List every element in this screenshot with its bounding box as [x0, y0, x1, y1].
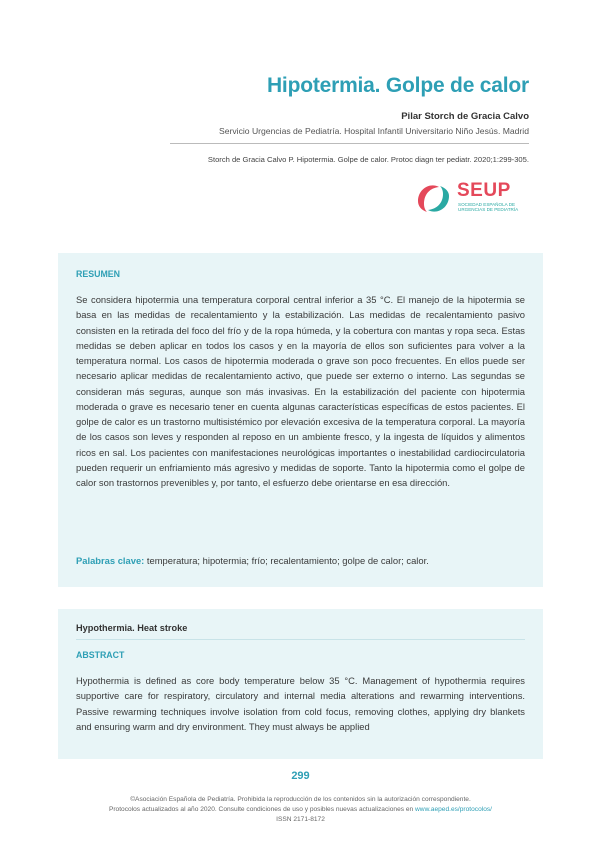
footer-issn: ISSN 2171-8172 [276, 816, 325, 823]
seup-logo [413, 178, 538, 228]
seup-logo-icon [413, 178, 453, 218]
footer-update-text: Protocolos actualizados al año 2020. Consulte condiciones de uso y posibles nuevas actualizaciones en [108, 806, 414, 813]
keywords-label: Palabras clave: [76, 555, 145, 566]
logo-text: SEUP [457, 180, 511, 201]
author-name: Pilar Storch de Gracia Calvo [401, 111, 529, 122]
resumen-text: Se considera hipotermia una temperatura corporal central inferior a 35 °C. El manejo de la hipotermia se basa en las medidas de recalentamiento y la estabilización. Las medidas de recalentamiento pasivo consisten en la retirada del foco del frío y de la ropa húmeda, y la cobertura con mantas y ropa seca. Estas medidas se deben aplicar en todos los casos y en la mayoría de ellos son suficientes para volver a la temperatura normal. Los casos de hipotermia moderada o grave son poco frecuentes. En ellos puede ser necesario aplicar medidas de recalentamiento activo, que puede ser externo o interno. Las segundas se consideran más seguras, aunque son más invasivas. En la estabilización del paciente con hipotermia moderada o grave es necesario tener en cuenta algunas características específicas de estos pacientes. El golpe de calor es un trastorno multisistémico por elevación excesiva de la temperatura corporal. La mayoría de los casos son leves y responden al reposo en un ambiente fresco, y la ingesta de líquidos y alimentos ricos en sal. Los pacientes con manifestaciones neurológicas importantes o inestabilidad cardiocirculatoria pueden requerir un enfriamiento más agresivo y medidas de soporte. Tanto la hipotermia como el golpe de calor son trastornos prevenibles y, por tanto, el esfuerzo debe orientarse en esa dirección. [76, 294, 525, 488]
abstract-text: Hypothermia is defined as core body temperature below 35 °C. Management of hypothermia requires supportive care for respiratory, circulatory and internal media alterations and rewarming interventions. Passive rewarming techniques involve isolation from cold focus, removing clothes, applying dry blankets and ensuring warm and dry environment. They must always be applied [76, 675, 525, 732]
page-number: 299 [291, 770, 310, 782]
footer-copyright: ©Asociación Española de Pediatría. Prohibida la reproducción de los contenidos sin la autorización correspondiente. [130, 796, 471, 803]
footer-update-line [0, 806, 601, 813]
resumen-heading: RESUMEN [76, 269, 120, 279]
abstract-divider [76, 639, 525, 640]
author-affiliation: Servicio Urgencias de Pediatría. Hospital Infantil Universitario Niño Jesús. Madrid [219, 126, 529, 136]
abstract-heading: ABSTRACT [76, 650, 125, 660]
page-title: Hipotermia. Golpe de calor [266, 74, 529, 97]
protocols-link[interactable]: www.aeped.es/protocolos/ [415, 806, 493, 813]
citation: Storch de Gracia Calvo P. Hipotermia. Golpe de calor. Protoc diagn ter pediatr. 2020;1:299-305. [207, 155, 529, 164]
keywords [76, 555, 525, 566]
english-title: Hypothermia. Heat stroke [76, 623, 188, 633]
header-divider [170, 143, 529, 144]
keywords-text: temperatura; hipotermia; frío; recalentamiento; golpe de calor; calor. [146, 555, 429, 566]
logo-subtitle: SOCIEDAD ESPAÑOLA DE URGENCIAS DE PEDIATRÍA [458, 202, 519, 213]
